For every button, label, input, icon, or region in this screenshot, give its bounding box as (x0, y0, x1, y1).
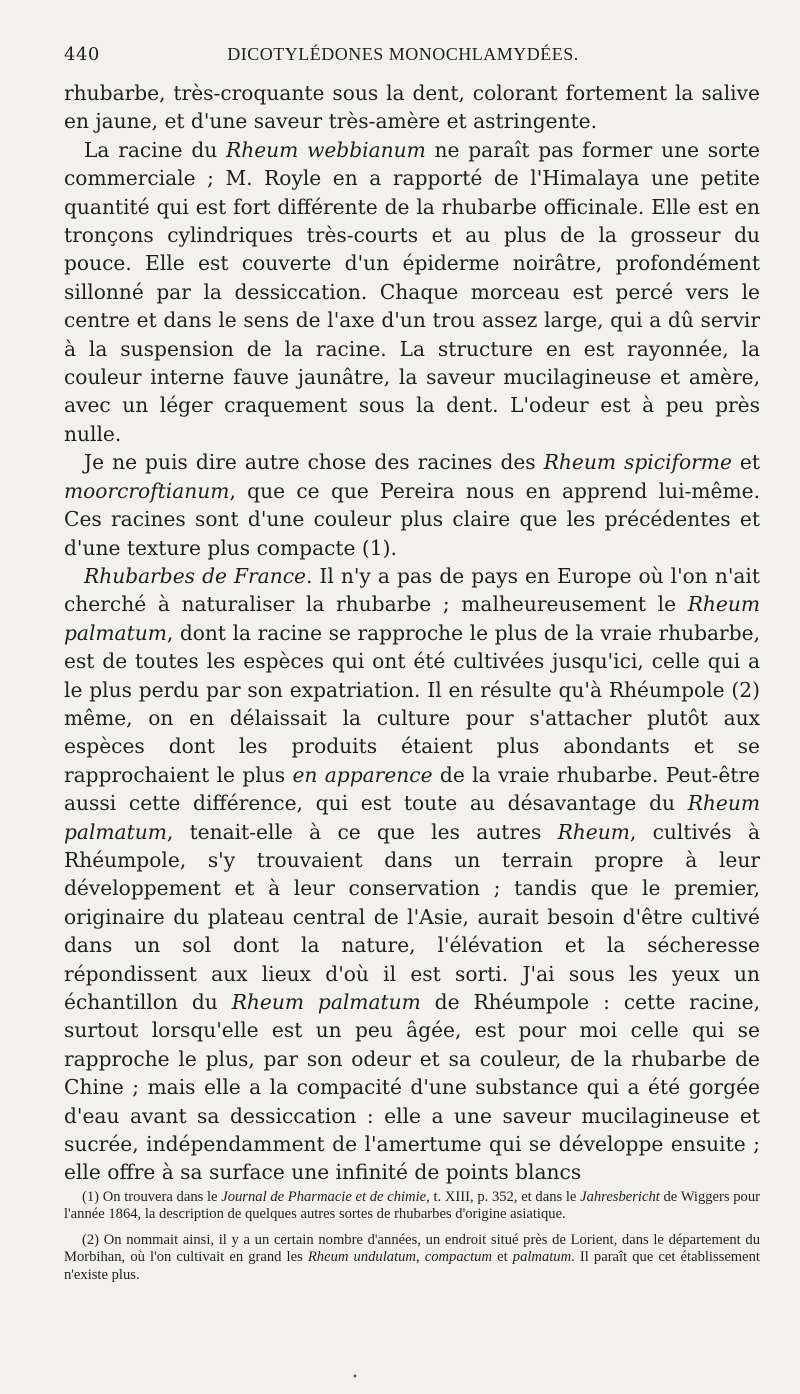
italic-text: en apparence (292, 762, 433, 787)
italic-text: Rheum undulatum, compactum (307, 1249, 492, 1266)
text-run: , t. XIII, p. 352, et dans le (426, 1188, 581, 1205)
footnote (64, 1189, 760, 1224)
paragraph (64, 448, 760, 562)
text-run: , cultivés à Rhéumpole, s'y trouvaient dans un terrain propre à leur développement et à leur conservation ; tandis que le premier, originaire du plateau central de l'Asie, aurait besoin d'être cultivé dans un sol dont la nature, l'élévation et la sécheresse répondissent aux lieux d'où il est sorti. J'ai sous les yeux un échantillon du (64, 819, 760, 1014)
italic-text: Rheum (557, 819, 630, 844)
text-run: ne paraît pas former une sorte commerciale ; M. Royle en a rapporté de l'Himalaya une petite quantité qui est fort différente de la rhubarbe officinale. Elle est en tronçons cylindriques très-courts et au plus de la grosseur du pouce. Elle est couverte d'un épiderme noirâtre, profondément sillonné par la dessiccation. Chaque morceau est percé vers le centre et dans le sens de l'axe d'un trou assez large, qui a dû servir à la suspension de la racine. La structure en est rayonnée, la couleur interne fauve jaunâtre, la saveur mucilagineuse et amère, avec un léger craquement sous la dent. L'odeur est à peu près nulle. (64, 137, 761, 446)
text-run: La racine du (84, 137, 227, 162)
paragraph (64, 136, 760, 448)
body-text (64, 79, 760, 1187)
footnotes (64, 1189, 760, 1285)
italic-text: Jahresbericht (580, 1188, 660, 1205)
text-run: , dont la racine se rapproche le plus de la vraie rhubarbe, est de toutes les espèces qui ont été cultivées jusqu'ici, celle qui a le plus perdu par son expatriation. Il en résulte qu'à Rhéumpole (2) même, on en délaissait la culture pour s'attacher plutôt aux espèces dont les produits étaient plus abondants et se rapprochaient le plus (64, 620, 760, 787)
page-header (64, 44, 760, 65)
bottom-bullet: • (352, 1372, 358, 1383)
text-run: . Il n'y a pas de pays en Europe où l'on n'ait cherché à naturaliser la rhubarbe ; malheureusement le (64, 563, 760, 617)
text-run: (1) On trouvera dans le (82, 1188, 222, 1205)
paragraph (64, 562, 760, 1187)
paragraph (64, 79, 760, 136)
italic-text: palmatum (512, 1249, 572, 1266)
italic-text: Journal de Pharmacie et de chimie (221, 1188, 427, 1205)
text-run: , tenait-elle à ce que les autres (166, 819, 558, 844)
running-title: DICOTYLÉDONES MONOCHLAMYDÉES. (227, 44, 579, 64)
italic-text: Rheum palmatum (231, 990, 421, 1014)
text-run: de Wiggers pour l'année 1864, la description de quelques autres sortes de rhubarbes d'origine asiatique. (64, 1188, 761, 1223)
italic-text: Rhubarbes de France (84, 563, 306, 588)
italic-text: moorcroftianum (64, 478, 230, 503)
footnote (64, 1232, 760, 1285)
text-run: rhubarbe, très-croquante sous la dent, colorant fortement la salive en jaune, et d'une saveur très-amère et astringente. (64, 81, 760, 134)
text-run: (2) On nommait ainsi, il y a un certain nombre d'années, un endroit situé près de Lorient, dans le département du Morbihan, où l'on cultivait en grand les (64, 1231, 760, 1266)
page-number: 440 (64, 44, 100, 65)
text-run: . Il paraît que cet établissement n'existe plus. (64, 1249, 760, 1283)
italic-text: Rheum spiciforme (543, 450, 732, 475)
text-run: Je ne puis dire autre chose des racines des (84, 450, 544, 475)
italic-text: Rheum palmatum (64, 592, 760, 645)
text-run: de la vraie rhubarbe. Peut-être aussi cette différence, qui est toute au désavantage du (64, 762, 760, 816)
italic-text: Rheum palmatum (64, 791, 760, 844)
text-run: de Rhéumpole : cette racine, surtout lorsqu'elle est un peu âgée, est pour moi celle qui se rapproche le plus, par son odeur et sa couleur, de la rhubarbe de Chine ; mais elle a la compacité d'une substance qui a été gorgée d'eau avant sa dessiccation : elle a une saveur mucilagineuse et sucrée, indépendamment de l'amertume qui se développe ensuite ; elle offre à sa surface une infinité de points blancs (64, 990, 760, 1185)
text-run: , que ce que Pereira nous en apprend lui-même. Ces racines sont d'une couleur plus claire que les précédentes et d'une texture plus compacte (1). (64, 478, 760, 560)
text-run: et (492, 1249, 513, 1266)
italic-text: Rheum webbianum (226, 137, 426, 162)
text-run: et (731, 450, 760, 475)
